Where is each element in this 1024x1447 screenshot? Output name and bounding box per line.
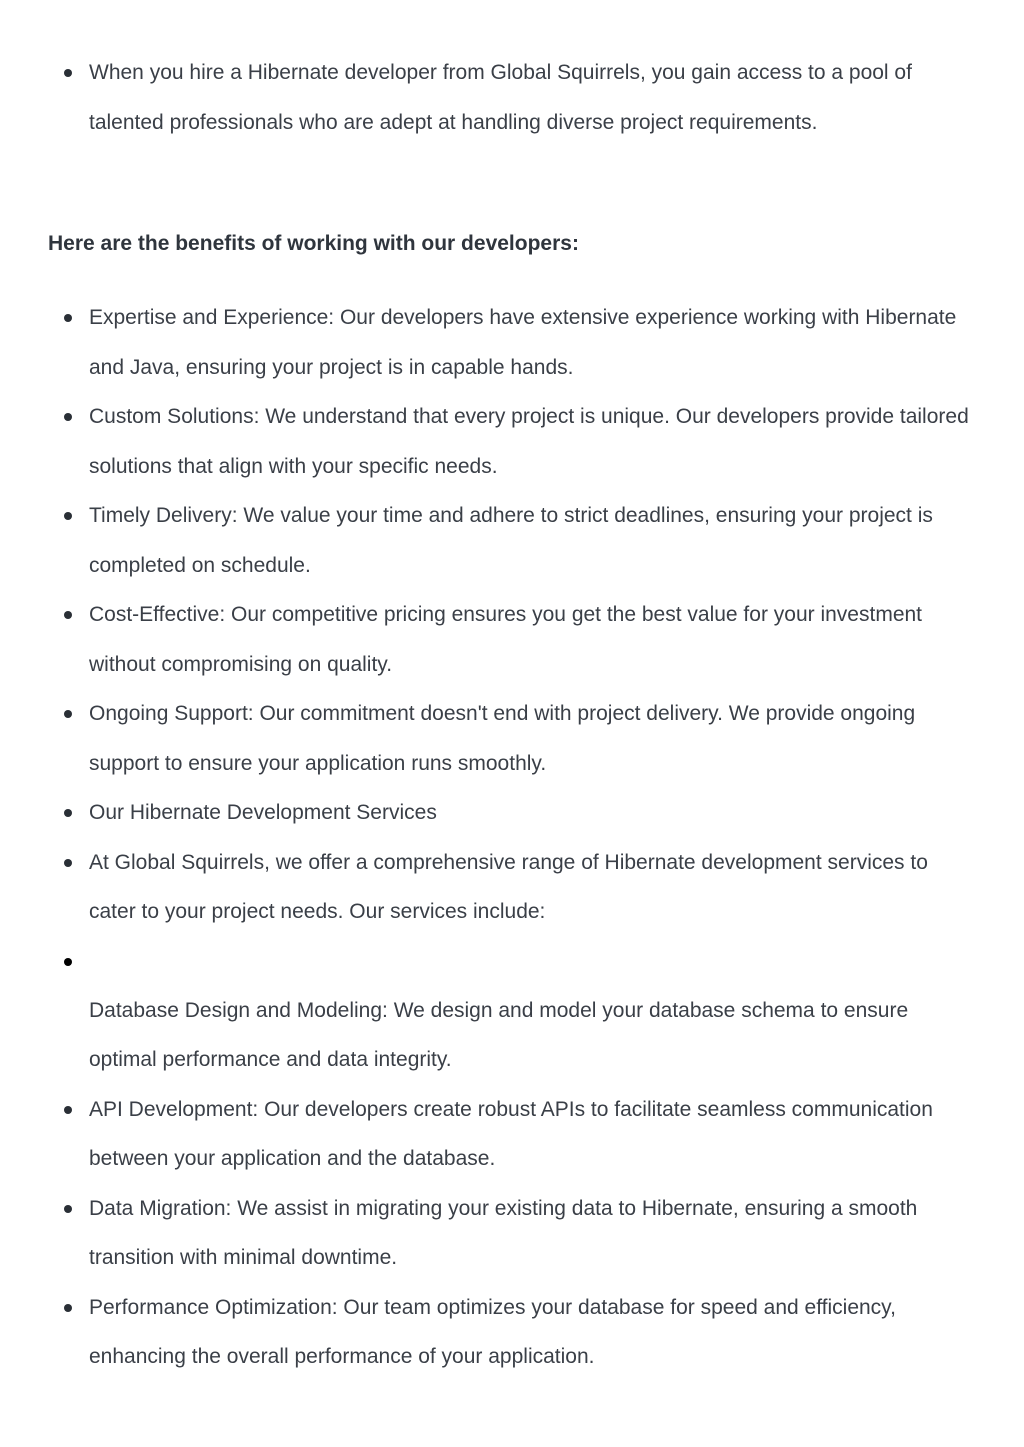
bullet-icon — [64, 314, 72, 322]
benefits-heading: Here are the benefits of working with our developers: — [48, 232, 579, 255]
list-item — [0, 986, 1024, 1085]
bullet-icon — [64, 1205, 72, 1213]
list-item-text: Data Migration: We assist in migrating your existing data to Hibernate, ensuring a smooth transition with minimal downtime. — [89, 1196, 918, 1269]
list-item-empty — [0, 937, 1024, 986]
benefits-list — [0, 293, 1024, 1382]
list-item-text: Performance Optimization: Our team optimizes your database for speed and efficiency, enhancing the overall performance of your application. — [89, 1295, 896, 1368]
list-item — [0, 1184, 1024, 1283]
bullet-icon — [64, 809, 72, 817]
intro-section — [0, 48, 1024, 147]
bullet-icon — [64, 710, 72, 718]
list-item — [0, 491, 1024, 590]
list-item — [0, 1085, 1024, 1184]
list-item — [0, 48, 1024, 147]
list-item — [0, 590, 1024, 689]
bullet-icon — [64, 859, 72, 867]
list-item-text: Cost-Effective: Our competitive pricing ensures you get the best value for your investment without compromising on quality. — [89, 603, 923, 676]
benefits-section — [0, 293, 1024, 1382]
list-item-text: Custom Solutions: We understand that every project is unique. Our developers provide tailored solutions that align with your specific needs. — [89, 405, 969, 478]
list-item — [0, 838, 1024, 937]
bullet-icon — [64, 1304, 72, 1312]
list-item-text: Timely Delivery: We value your time and adhere to strict deadlines, ensuring your project is completed on schedule. — [89, 504, 933, 577]
list-item-text: At Global Squirrels, we offer a comprehensive range of Hibernate development services to cater to your project needs. Our services include: — [89, 850, 928, 923]
list-item — [0, 788, 1024, 838]
list-item — [0, 392, 1024, 491]
list-item — [0, 1283, 1024, 1382]
bullet-icon — [64, 958, 72, 966]
bullet-icon — [64, 611, 72, 619]
list-item-text: Our Hibernate Development Services — [89, 801, 437, 824]
list-item-text: API Development: Our developers create robust APIs to facilitate seamless communication between your application and the database. — [89, 1097, 933, 1170]
bullet-icon — [64, 69, 72, 77]
intro-list — [0, 48, 1024, 147]
bullet-icon — [64, 512, 72, 520]
list-item — [0, 689, 1024, 788]
list-item-text: Expertise and Experience: Our developers have extensive experience working with Hibernate and Java, ensuring your project is in capable hands. — [89, 306, 957, 379]
list-item-text: Database Design and Modeling: We design and model your database schema to ensure optimal performance and data integrity. — [89, 998, 909, 1071]
list-item-text: Ongoing Support: Our commitment doesn't end with project delivery. We provide ongoing support to ensure your application runs smoothly. — [89, 702, 916, 775]
list-item — [0, 293, 1024, 392]
bullet-icon — [64, 1106, 72, 1114]
bullet-icon — [64, 413, 72, 421]
list-item-text: When you hire a Hibernate developer from Global Squirrels, you gain access to a pool of talented professionals who are adept at handling diverse project requirements. — [89, 61, 912, 134]
